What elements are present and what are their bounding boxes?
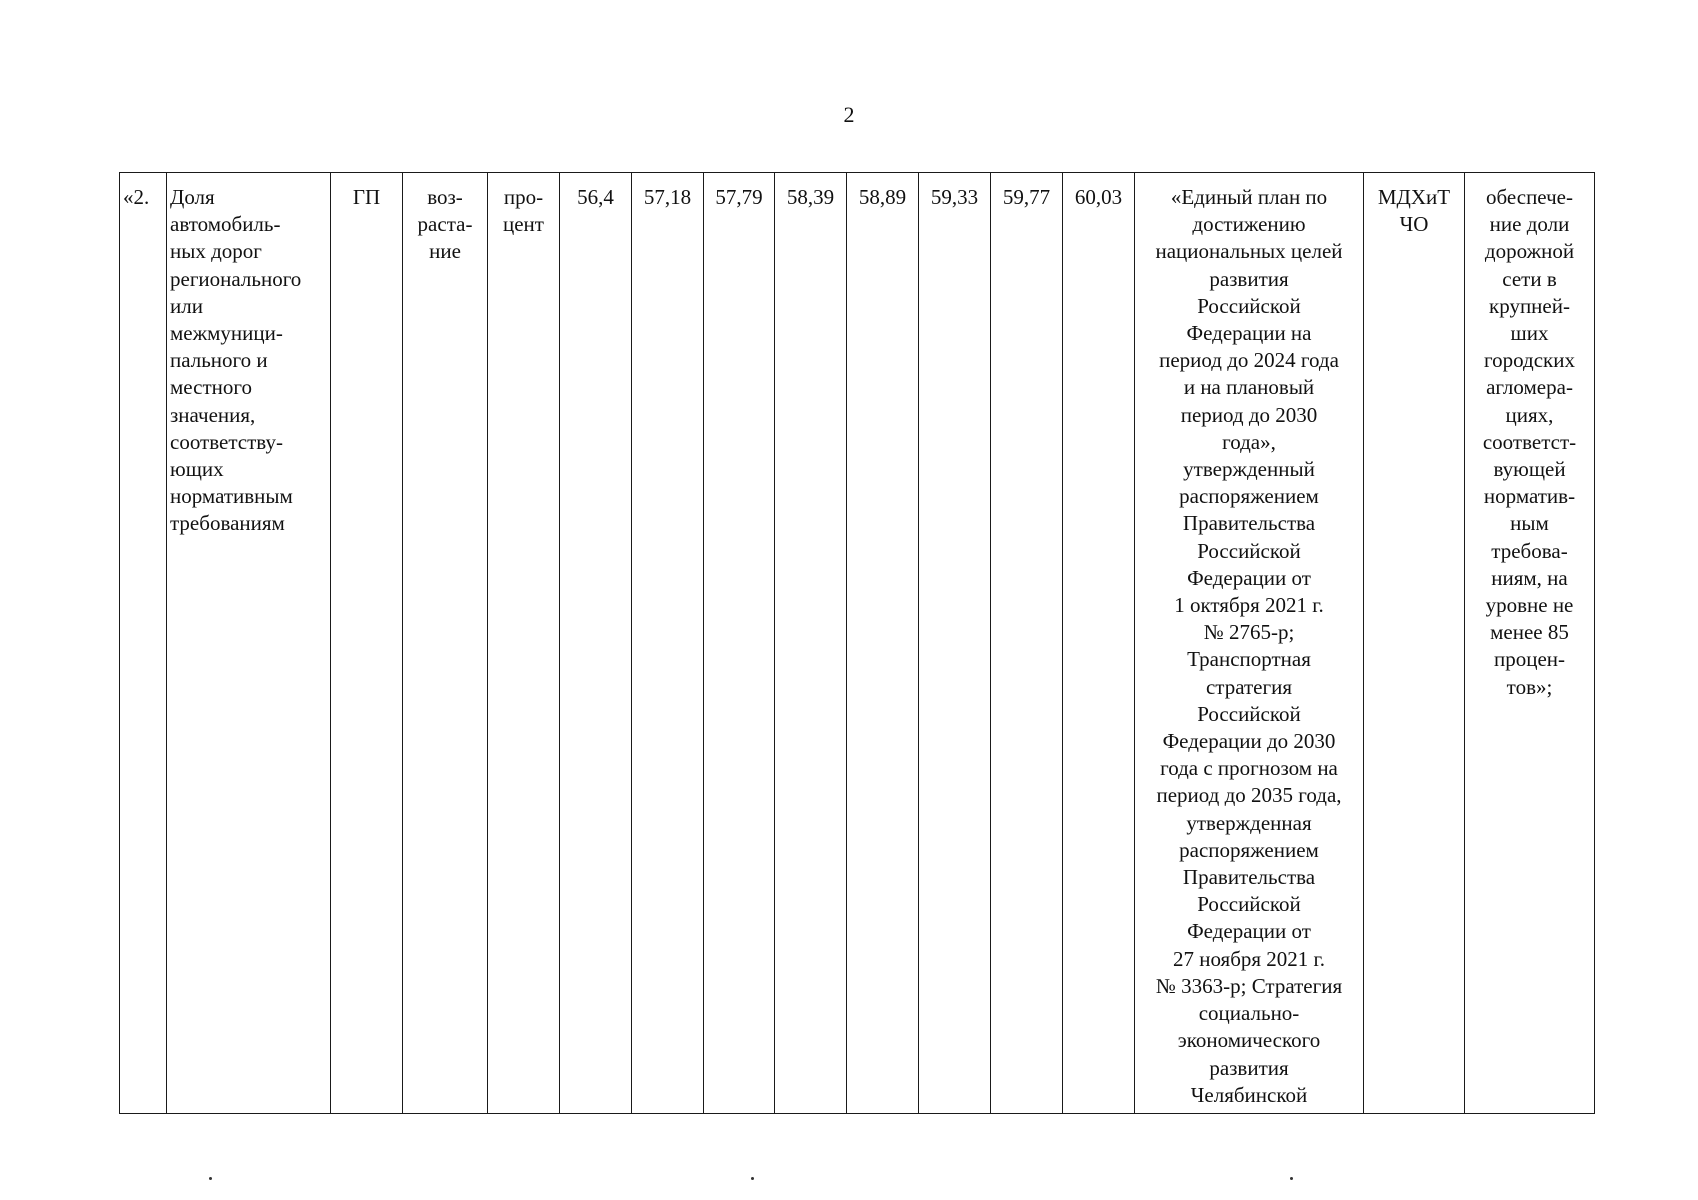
- table-row: [120, 173, 1595, 1114]
- level-cell: ГП: [331, 173, 403, 1114]
- link-cell: обеспече- ние доли дорожной сети в крупней- ших городских агломера- циях, соответст- вующей норматив- ным требова- ниям, на уровне не менее 85 процен- тов»;: [1465, 173, 1595, 1114]
- value-cell: 58,89: [847, 173, 919, 1114]
- value-cell: 60,03: [1063, 173, 1135, 1114]
- page-number: 2: [843, 102, 855, 127]
- scan-dot: [209, 1177, 212, 1180]
- scan-dot: [751, 1177, 754, 1180]
- trend-cell: воз- раста- ние: [403, 173, 488, 1114]
- row-number-cell: «2.: [120, 173, 167, 1114]
- indicator-table: [119, 172, 1595, 1114]
- indicator-name-cell: Доля автомобиль- ных дорог регионального или межмуници- пального и местного значения, соответству- ющих нормативным требованиям: [167, 173, 331, 1114]
- value-cell: 59,33: [919, 173, 991, 1114]
- value-cell: 57,79: [704, 173, 775, 1114]
- value-cell: 56,4: [560, 173, 632, 1114]
- document-cell: «Единый план по достижению национальных целей развития Российской Федерации на период до 2024 года и на плановый период до 2030 года», утвержденный распоряжением Правительства Российской Федерации от 1 октября 2021 г. № 2765-р; Транспортная стратегия Российской Федерации до 2030 года с прогнозом на период до 2035 года, утвержденная распоряжением Правительства Российской Федерации от 27 ноября 2021 г. № 3363-р; Стратегия социально- экономического развития Челябинской: [1135, 173, 1364, 1114]
- unit-cell: про- цент: [488, 173, 560, 1114]
- scan-dot: [1290, 1177, 1293, 1180]
- responsible-cell: МДХиТ ЧО: [1364, 173, 1465, 1114]
- value-cell: 58,39: [775, 173, 847, 1114]
- value-cell: 59,77: [991, 173, 1063, 1114]
- value-cell: 57,18: [632, 173, 704, 1114]
